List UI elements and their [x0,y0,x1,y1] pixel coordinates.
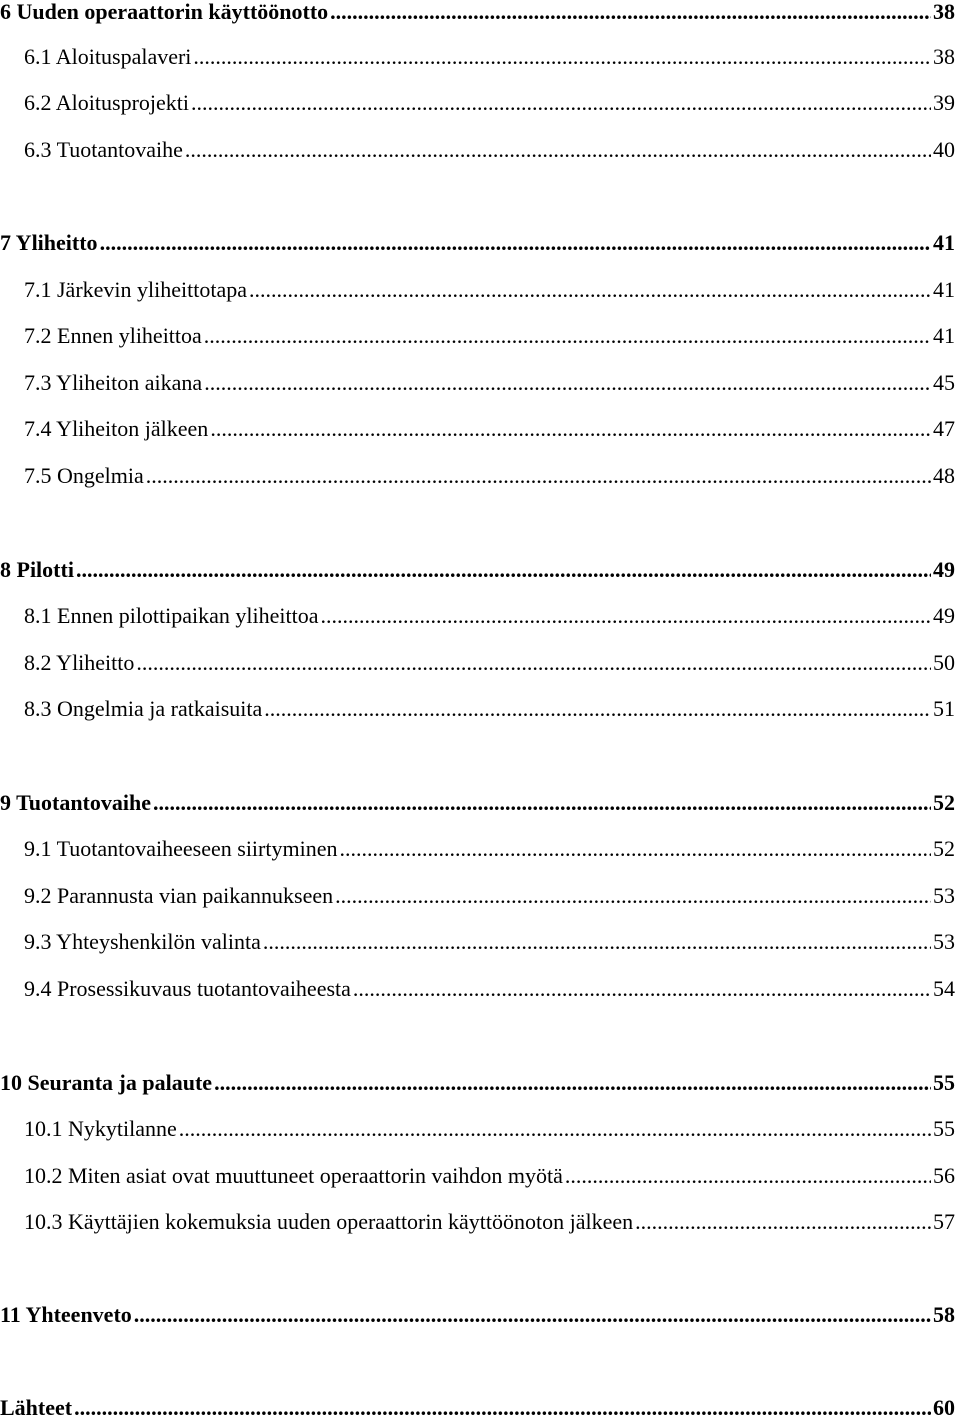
toc-entry-label: 7 Yliheitto [0,230,98,255]
toc-leader-dots [76,555,931,585]
toc-entry-label: 9.1 Tuotantovaiheeseen siirtyminen [24,836,338,861]
toc-entry-page: 41 [933,277,955,302]
toc-entry-label: 9.4 Prosessikuvaus tuotantovaiheesta [24,976,351,1001]
toc-leader-dots [263,927,931,957]
toc-entry-page: 55 [933,1070,955,1095]
toc-entry-section-10-2[interactable] [24,1161,955,1191]
toc-entry-label: 6.2 Aloitusprojekti [24,90,189,115]
toc-leader-dots [321,601,932,631]
toc-leader-dots [335,881,931,911]
toc-entry-section-8-3[interactable] [24,694,955,724]
toc-entry-label: Lähteet [0,1395,73,1420]
toc-entry-label: 11 Yhteenveto [0,1302,132,1327]
toc-entry-section-6-1[interactable] [24,42,955,72]
toc-entry-page: 52 [933,790,955,815]
toc-entry-chapter-6[interactable] [0,0,955,27]
toc-entry-page: 56 [933,1163,955,1188]
toc-entry-page: 58 [933,1302,955,1327]
toc-entry-page: 41 [933,230,955,255]
toc-entry-label: 10.2 Miten asiat ovat muuttuneet operaattorin vaihdon myötä [24,1163,563,1188]
toc-entry-page: 41 [933,323,955,348]
toc-leader-dots [100,228,931,258]
toc-entry-section-7-4[interactable] [24,414,955,444]
toc-leader-dots [193,42,931,72]
toc-entry-page: 38 [933,0,955,24]
toc-entry-label: 8.3 Ongelmia ja ratkaisuita [24,696,263,721]
toc-leader-dots [74,1393,931,1423]
toc-entry-section-9-4[interactable] [24,974,955,1004]
toc-entry-label: 6 Uuden operaattorin käyttöönotto [0,0,329,24]
toc-entry-label: 8 Pilotti [0,557,74,582]
toc-entry-label: 7.1 Järkevin yliheittotapa [24,277,247,302]
toc-entry-page: 47 [933,416,955,441]
toc-entry-references[interactable] [0,1393,955,1423]
toc-entry-label: 7.5 Ongelmia [24,463,144,488]
toc-entry-section-10-3[interactable] [24,1207,955,1237]
toc-entry-page: 57 [933,1209,955,1234]
toc-leader-dots [339,834,931,864]
toc-leader-dots [249,275,931,305]
toc-entry-section-7-2[interactable] [24,321,955,351]
toc-entry-section-8-2[interactable] [24,648,955,678]
toc-leader-dots [330,0,931,27]
toc-leader-dots [210,414,931,444]
toc-entry-page: 49 [933,603,955,628]
toc-leader-dots [136,648,931,678]
toc-entry-section-7-5[interactable] [24,461,955,491]
toc-leader-dots [635,1207,931,1237]
toc-entry-label: 9.3 Yhteyshenkilön valinta [24,929,261,954]
toc-leader-dots [179,1114,931,1144]
toc-leader-dots [264,694,931,724]
toc-leader-dots [134,1300,931,1330]
toc-entry-page: 55 [933,1116,955,1141]
toc-entry-label: 7.4 Yliheiton jälkeen [24,416,209,441]
toc-entry-label: 10.1 Nykytilanne [24,1116,177,1141]
toc-entry-section-9-2[interactable] [24,881,955,911]
toc-entry-label: 6.1 Aloituspalaveri [24,44,192,69]
toc-entry-page: 54 [933,976,955,1001]
toc-entry-page: 60 [933,1395,955,1420]
toc-entry-page: 48 [933,463,955,488]
toc-entry-section-9-3[interactable] [24,927,955,957]
toc-entry-chapter-9[interactable] [0,788,955,818]
toc-leader-dots [565,1161,931,1191]
toc-entry-label: 9.2 Parannusta vian paikannukseen [24,883,334,908]
toc-entry-chapter-7[interactable] [0,228,955,258]
toc-leader-dots [214,1068,931,1098]
toc-entry-section-8-1[interactable] [24,601,955,631]
toc-entry-label: 10 Seuranta ja palaute [0,1070,213,1095]
toc-entry-page: 53 [933,883,955,908]
toc-entry-section-6-3[interactable] [24,135,955,165]
toc-entry-label: 10.3 Käyttäjien kokemuksia uuden operaattorin käyttöönoton jälkeen [24,1209,634,1234]
toc-entry-label: 7.2 Ennen yliheittoa [24,323,202,348]
toc-leader-dots [153,788,931,818]
toc-entry-label: 6.3 Tuotantovaihe [24,137,183,162]
toc-entry-label: 9 Tuotantovaihe [0,790,151,815]
toc-leader-dots [204,321,931,351]
toc-leader-dots [191,88,931,118]
toc-leader-dots [353,974,931,1004]
toc-entry-page: 50 [933,650,955,675]
toc-entry-page: 49 [933,557,955,582]
toc-entry-page: 40 [933,137,955,162]
toc-entry-label: 8.2 Yliheitto [24,650,135,675]
toc-entry-section-7-1[interactable] [24,275,955,305]
toc-entry-section-10-1[interactable] [24,1114,955,1144]
toc-entry-chapter-11[interactable] [0,1300,955,1330]
toc-entry-page: 39 [933,90,955,115]
toc-entry-page: 53 [933,929,955,954]
toc-leader-dots [204,368,931,398]
toc-leader-dots [146,461,931,491]
toc-entry-page: 38 [933,44,955,69]
toc-entry-page: 51 [933,696,955,721]
toc-entry-chapter-10[interactable] [0,1068,955,1098]
toc-entry-page: 52 [933,836,955,861]
toc-leader-dots [185,135,931,165]
toc-entry-section-6-2[interactable] [24,88,955,118]
toc-entry-label: 8.1 Ennen pilottipaikan yliheittoa [24,603,319,628]
toc-entry-page: 45 [933,370,955,395]
toc-entry-label: 7.3 Yliheiton aikana [24,370,203,395]
toc-entry-section-9-1[interactable] [24,834,955,864]
toc-entry-chapter-8[interactable] [0,555,955,585]
toc-entry-section-7-3[interactable] [24,368,955,398]
